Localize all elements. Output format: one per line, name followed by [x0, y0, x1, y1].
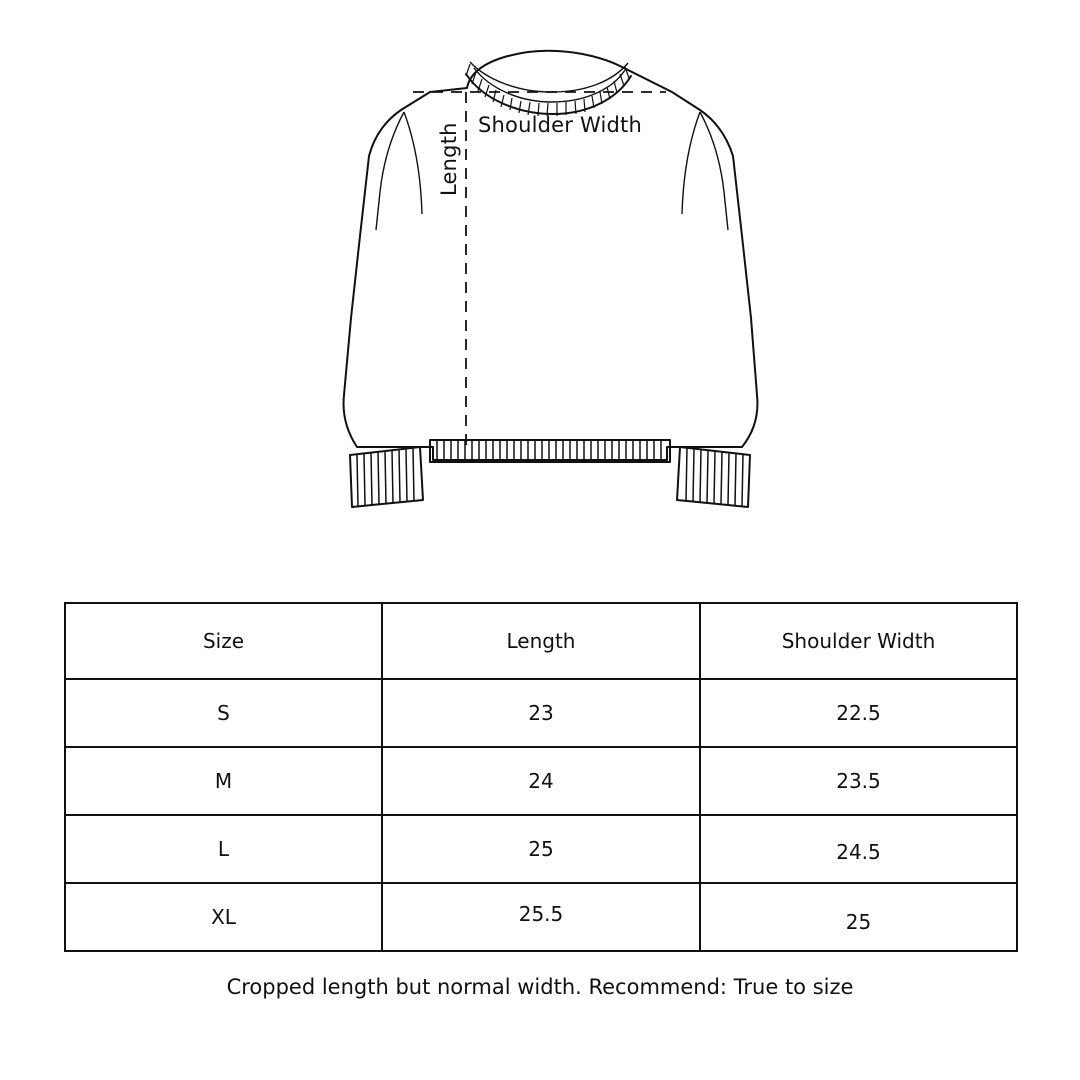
neck-ribbing: [466, 64, 629, 116]
table-row: [65, 883, 1017, 951]
neckline-inner: [474, 68, 625, 102]
shoulder-width-label: Shoulder Width: [478, 113, 643, 137]
cell-length: 23: [382, 679, 700, 747]
length-label: Length: [437, 122, 461, 196]
table-row: [65, 747, 1017, 815]
right-armhole-seam: [682, 112, 700, 214]
header-size: Size: [65, 603, 382, 679]
cell-shoulder-width: 25: [700, 888, 1017, 956]
right-cuff-ribbing: [686, 448, 743, 506]
fit-note: Cropped length but normal width. Recommend: True to size: [226, 975, 854, 999]
cell-shoulder-width: 22.5: [700, 679, 1017, 747]
table-header-row: [65, 603, 1017, 679]
cell-size: XL: [65, 883, 382, 951]
bottom-hem-ribbing: [437, 441, 661, 461]
size-table: [64, 602, 1018, 952]
neckline-inner-2: [470, 62, 628, 92]
cell-length: 24: [382, 747, 700, 815]
header-length: Length: [382, 603, 700, 679]
cell-size: M: [65, 747, 382, 815]
header-shoulder-width: Shoulder Width: [700, 603, 1017, 679]
size-table-container: [64, 602, 1016, 952]
left-armhole-seam: [404, 112, 422, 214]
cell-size: S: [65, 679, 382, 747]
cell-length: 25: [382, 815, 700, 883]
cell-shoulder-width: 24.5: [700, 818, 1017, 886]
cell-length: 25.5: [382, 880, 700, 948]
cell-shoulder-width: 23.5: [700, 747, 1017, 815]
right-shoulder-seam: [700, 112, 728, 230]
left-cuff-ribbing: [357, 448, 414, 506]
table-row: [65, 815, 1017, 883]
cell-size: L: [65, 815, 382, 883]
table-row: [65, 679, 1017, 747]
